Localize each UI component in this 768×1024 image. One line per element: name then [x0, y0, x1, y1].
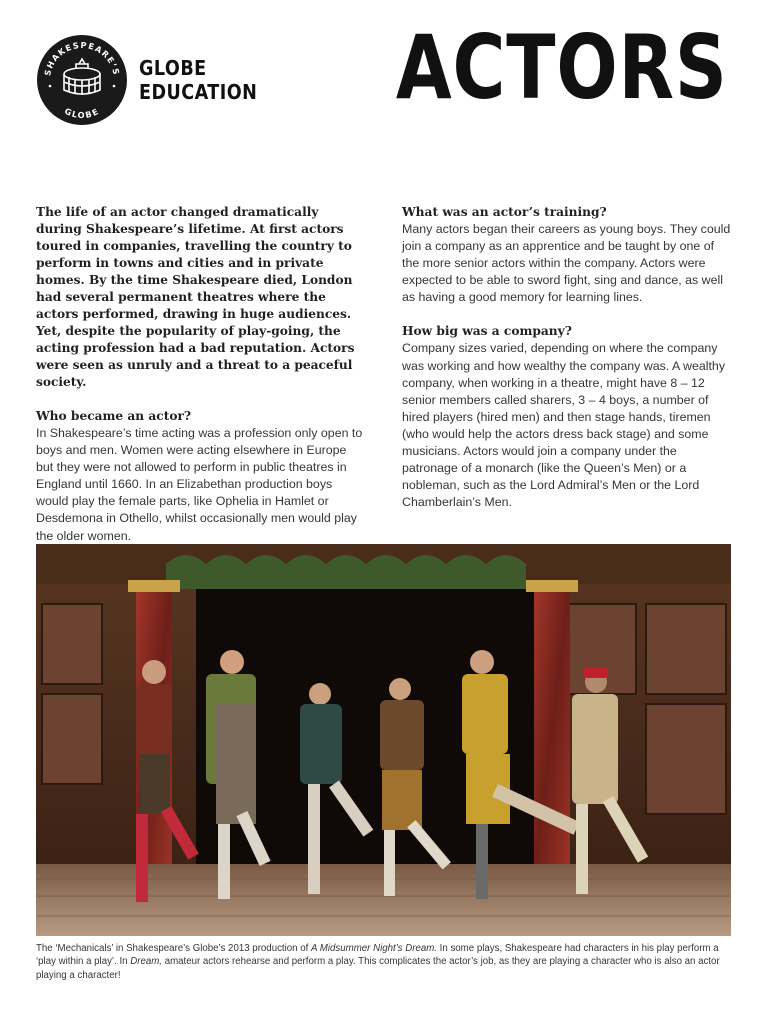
section-heading-training: What was an actor’s training? [402, 205, 607, 219]
caption-text-1: The ‘Mechanicals’ in Shakespeare’s Globe’s 2013 production of [36, 943, 312, 954]
caption-text-3: amateur actors rehearse and perform a play. This complicates the actor’s job, as they are playing a character who is also an actor playing a character! [36, 956, 720, 981]
org-name [139, 56, 257, 104]
section-heading-company: How big was a company? [402, 324, 572, 339]
left-column [36, 204, 366, 545]
caption-short-title: Dream, [130, 956, 162, 968]
svg-text:GLOBE: GLOBE [63, 105, 101, 121]
caption-play-title: A Midsummer Night’s Dream. [311, 943, 437, 954]
page-title: ACTORS [396, 16, 728, 119]
stage-photo [36, 544, 731, 936]
right-column [402, 204, 732, 511]
photo-caption [36, 942, 731, 982]
section-body-training: Many actors began their careers as young boys. They could join a company as an apprentice and be taught by one of the more senior actors within the company. Actors were expected to be able to sword fight, sing and dance, as well as having a good memory for learning lines. [402, 222, 731, 305]
org-name-line2: EDUCATION [139, 80, 258, 104]
globe-logo-icon [36, 34, 128, 126]
org-name-line1: GLOBE [139, 56, 207, 80]
caption-text-2: In some plays, Shakespeare had characters in his play perform a ‘play within a play’. In [36, 943, 719, 968]
intro-paragraph: The life of an actor changed dramatically during Shakespeare’s lifetime. At first actors toured in companies, travelling the country to perform in towns and cities and in private homes. By the time Shakespeare died, London had several permanent theatres where the actors performed, drawing in huge audiences. Yet, despite the popularity of play-going, the acting profession had a bad reputation. Actors were seen as unruly and a threat to a peaceful society. [36, 205, 355, 389]
svg-text:SHAKESPEARE’S: SHAKESPEARE’S [42, 39, 122, 77]
section-body-company: Company sizes varied, depending on where the company was working and how wealthy the company was. A wealthy company, when working in a theatre, might have 8 – 12 senior members called sharers, 3 – 4 boys, a number of hired players (hired men) and then stage hands, tiremen (who would help the actors dress back stage) and some musicians. Actors would join a company under the patronage of a monarch (like the Queen’s Men) or a nobleman, such as the Lord Admiral’s Men or the Lord Chamberlain’s Men. [402, 341, 726, 510]
section-heading-who: Who became an actor? [36, 409, 192, 423]
section-body-who: In Shakespeare’s time acting was a profession only open to boys and men. Women were acting elsewhere in Europe but they were not allowed to perform in public theatres in England until 1660. In an Elizabethan production boys would play the female parts, like Ophelia in Hamlet or Desdemona in Othello, whilst occasionally men would play the older women. [36, 426, 363, 543]
